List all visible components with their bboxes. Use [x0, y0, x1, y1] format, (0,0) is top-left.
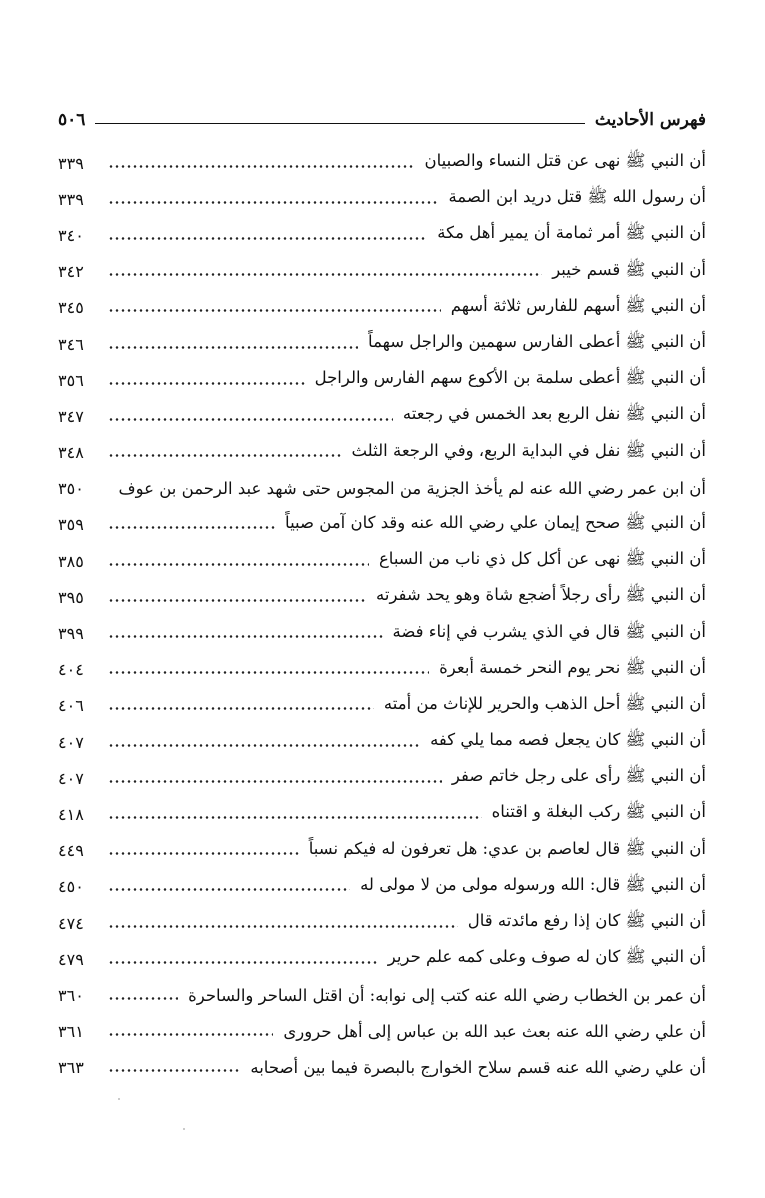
- entry-text: أن النبي ﷺ نهى عن قتل النساء والصبيان: [424, 151, 706, 171]
- index-entry: [58, 941, 706, 977]
- dot-leader: [108, 816, 482, 819]
- dot-leader: [108, 309, 441, 312]
- dot-leader: [108, 273, 542, 276]
- index-entry: [58, 181, 706, 217]
- dot-leader: [108, 852, 299, 855]
- entry-text: أن النبي ﷺ صحح إيمان علي رضي الله عنه وقد كان آمن صبياً: [285, 512, 706, 532]
- entry-page-number: ٣٩٥: [58, 587, 84, 607]
- entry-page-number: ٤١٨: [58, 804, 84, 824]
- entry-text: أن النبي ﷺ أسهم للفارس ثلاثة أسهم: [450, 295, 706, 315]
- entry-page-number: ٣٤٦: [58, 334, 84, 354]
- entry-text: أن النبي ﷺ قال في الذي يشرب في إناء فضة: [392, 621, 706, 641]
- entry-text: أن علي رضي الله عنه قسم سلاح الخوارج بالبصرة فيما بين أصحابه: [250, 1058, 706, 1078]
- index-entry: [58, 977, 706, 1013]
- entry-page-number: ٣٥٦: [58, 370, 84, 390]
- index-entry: [58, 217, 706, 253]
- index-entry: [58, 724, 706, 760]
- page-header: [58, 106, 706, 130]
- index-entry: [58, 796, 706, 832]
- page-number: ٥٠٦: [58, 110, 86, 130]
- dot-leader: [108, 1069, 240, 1072]
- entry-page-number: ٣٣٩: [58, 189, 84, 209]
- entry-text: أن النبي ﷺ ركب البغلة و اقتناه: [491, 802, 706, 822]
- dot-leader: [108, 744, 420, 747]
- dot-leader: [108, 526, 275, 529]
- dot-leader: [108, 201, 438, 204]
- entry-text: أن النبي ﷺ أحل الذهب والحرير للإناث من أمته: [383, 693, 706, 713]
- entry-page-number: ٣٦١: [58, 1022, 84, 1042]
- index-entry: [58, 1014, 706, 1050]
- dot-leader: [108, 418, 393, 421]
- entry-text: أن النبي ﷺ أعطى سلمة بن الأكوع سهم الفارس والراجل: [314, 368, 706, 388]
- dot-leader: [108, 780, 442, 783]
- entry-text: أن النبي ﷺ رأى رجلاً أضجع شاة وهو يحد شفرته: [376, 585, 706, 605]
- scan-speck: [118, 1098, 120, 1100]
- entry-text: أن النبي ﷺ نحر يوم النحر خمسة أبعرة: [439, 657, 706, 677]
- entry-page-number: ٣٨٥: [58, 551, 84, 571]
- index-entry: [58, 905, 706, 941]
- entry-text: أن النبي ﷺ قسم خيبر: [552, 259, 706, 279]
- scan-speck: [183, 1128, 185, 1130]
- index-entry: [58, 398, 706, 434]
- entry-page-number: ٣٥٠: [58, 479, 84, 499]
- entry-page-number: ٤٠٧: [58, 768, 84, 788]
- dot-leader: [108, 635, 383, 638]
- index-entry: [58, 579, 706, 615]
- index-entry: [58, 290, 706, 326]
- dot-leader: [108, 707, 374, 710]
- hadith-index-list: [58, 145, 706, 1086]
- entry-page-number: ٤٠٦: [58, 696, 84, 716]
- entry-page-number: ٣٤٠: [58, 225, 84, 245]
- entry-page-number: ٣٤٥: [58, 298, 84, 318]
- entry-page-number: ٣٤٢: [58, 262, 84, 282]
- entry-page-number: ٤٧٤: [58, 913, 84, 933]
- entry-page-number: ٣٥٩: [58, 515, 84, 535]
- index-entry: [58, 507, 706, 543]
- index-entry: [58, 833, 706, 869]
- entry-text: أن النبي ﷺ قال: الله ورسوله مولى من لا مولى له: [360, 874, 706, 894]
- dot-leader: [108, 925, 458, 928]
- dot-leader: [108, 961, 378, 964]
- entry-page-number: ٣٩٩: [58, 624, 84, 644]
- index-entry: [58, 760, 706, 796]
- entry-page-number: ٣٦٠: [58, 985, 84, 1005]
- dot-leader: [108, 490, 109, 493]
- dot-leader: [108, 1033, 273, 1036]
- index-entry: [58, 869, 706, 905]
- entry-text: أن النبي ﷺ نهى عن أكل كل ذي ناب من السباع: [378, 549, 706, 569]
- dot-leader: [108, 237, 427, 240]
- entry-text: أن النبي ﷺ كان له صوف وعلى كمه علم حرير: [387, 947, 706, 967]
- entry-text: أن ابن عمر رضي الله عنه لم يأخذ الجزية من المجوس حتى شهد عبد الرحمن بن عوف: [118, 479, 706, 499]
- index-entry: [58, 688, 706, 724]
- index-entry: [58, 326, 706, 362]
- dot-leader: [108, 563, 369, 566]
- entry-text: أن النبي ﷺ نفل في البداية الربع، وفي الرجعة الثلث: [351, 440, 706, 460]
- index-entry: [58, 615, 706, 651]
- entry-page-number: ٤٤٩: [58, 841, 84, 861]
- dot-leader: [108, 671, 429, 674]
- index-entry: [58, 652, 706, 688]
- entry-page-number: ٤٠٧: [58, 732, 84, 752]
- index-entry: [58, 1050, 706, 1086]
- index-entry: [58, 543, 706, 579]
- index-title: فهرس الأحاديث: [594, 110, 706, 130]
- entry-text: أن النبي ﷺ أمر ثمامة أن يمير أهل مكة: [437, 223, 706, 243]
- entry-page-number: ٤٥٠: [58, 877, 84, 897]
- dot-leader: [108, 888, 350, 891]
- entry-page-number: ٣٤٨: [58, 443, 84, 463]
- dot-leader: [108, 165, 415, 168]
- entry-page-number: ٣٣٩: [58, 153, 84, 173]
- index-entry: [58, 254, 706, 290]
- entry-text: أن النبي ﷺ رأى على رجل خاتم صفر: [451, 766, 706, 786]
- entry-text: أن النبي ﷺ قال لعاصم بن عدي: هل تعرفون له فيكم نسباً: [308, 838, 706, 858]
- index-entry: [58, 435, 706, 471]
- entry-text: أن النبي ﷺ أعطى الفارس سهمين والراجل سهماً: [368, 332, 706, 352]
- dot-leader: [108, 346, 358, 349]
- index-entry: [58, 362, 706, 398]
- entry-page-number: ٣٤٧: [58, 406, 84, 426]
- index-entry: [58, 145, 706, 181]
- index-entry: [58, 471, 706, 507]
- dot-leader: [108, 382, 305, 385]
- entry-page-number: ٣٦٣: [58, 1058, 84, 1078]
- dot-leader: [108, 997, 178, 1000]
- entry-text: أن رسول الله ﷺ قتل دريد ابن الصمة: [448, 187, 706, 207]
- entry-text: أن عمر بن الخطاب رضي الله عنه كتب إلى نوابه: أن اقتل الساحر والساحرة: [188, 985, 706, 1005]
- entry-text: أن النبي ﷺ كان يجعل فصه مما يلي كفه: [430, 730, 706, 750]
- entry-page-number: ٤٠٤: [58, 660, 84, 680]
- entry-text: أن النبي ﷺ كان إذا رفع مائدته قال: [467, 911, 706, 931]
- dot-leader: [108, 454, 341, 457]
- dot-leader: [108, 599, 366, 602]
- entry-text: أن النبي ﷺ نفل الربع بعد الخمس في رجعته: [402, 404, 706, 424]
- entry-text: أن علي رضي الله عنه بعث عبد الله بن عباس إلى أهل حروری: [283, 1022, 706, 1042]
- header-rule: [95, 123, 584, 124]
- entry-page-number: ٤٧٩: [58, 949, 84, 969]
